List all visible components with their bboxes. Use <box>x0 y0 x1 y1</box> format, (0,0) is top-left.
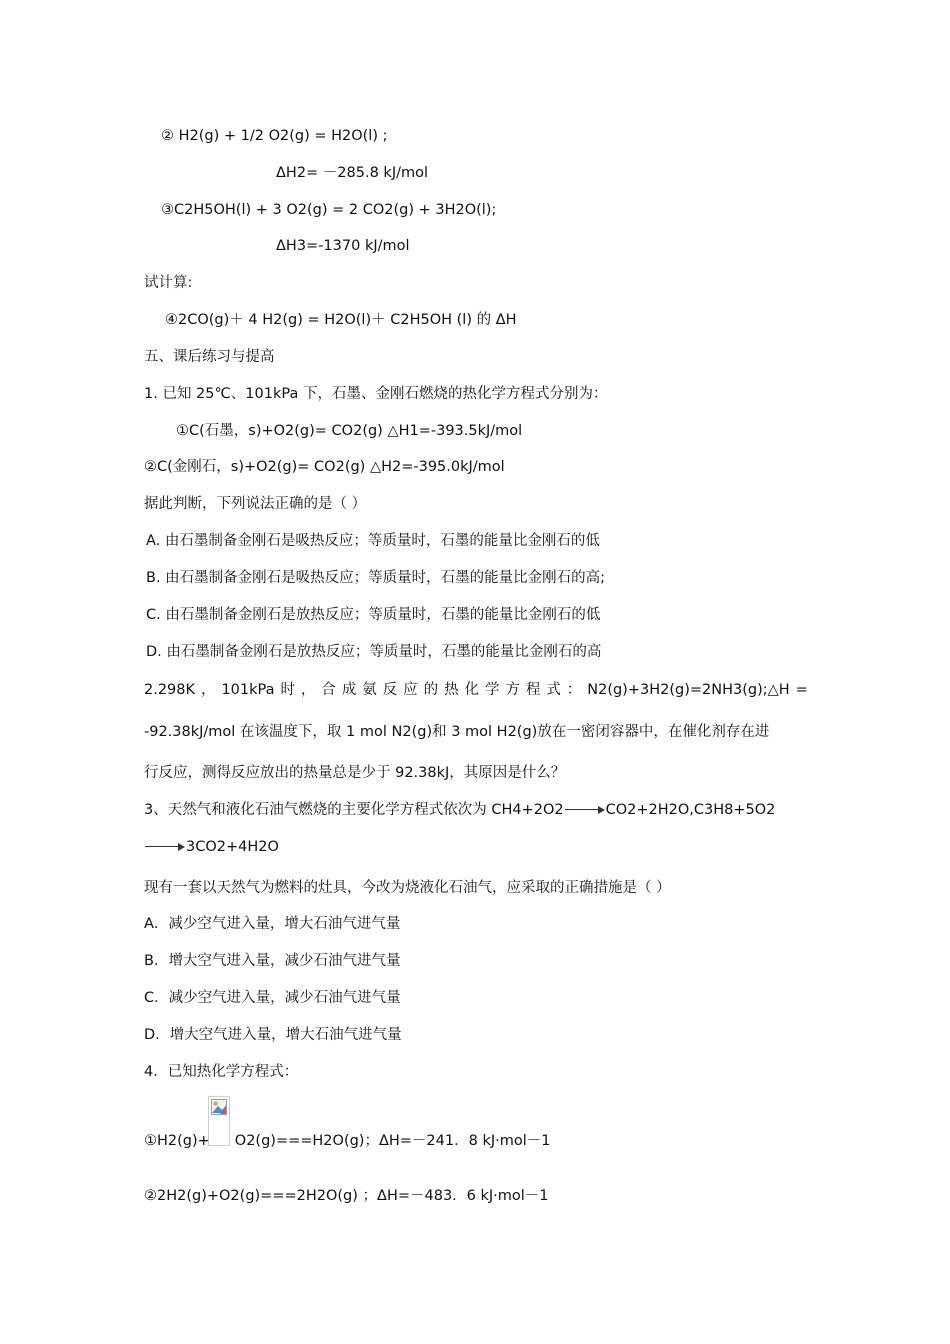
text-segment: 反 <box>382 682 398 698</box>
diamond-equation: ②C(金刚石，s)+O2(g)= CO2(g) △H2=-395.0kJ/mol <box>144 459 505 475</box>
text-segment: 成 <box>341 682 357 698</box>
text-segment: 101kPa <box>221 682 275 698</box>
text-segment: N2(g)+3H2(g)=2NH3(g);△H <box>587 682 790 698</box>
question-2-line-2: -92.38kJ/mol 在该温度下，取 1 mol N2(g)和 3 mol H2(g)放在一密闭容器中，在催化剂存在进 <box>144 724 770 740</box>
equation-h2-b: ②2H2(g)+O2(g)===2H2O(g) ；ΔH=－483．6 kJ·mol－1 <box>144 1188 549 1204</box>
delta-h2: ΔH2= －285.8 kJ/mol <box>276 165 429 181</box>
broken-image-icon <box>211 1099 227 1115</box>
text-segment: 化 <box>464 682 480 698</box>
text-segment: CO2+2H2O,C3H8+5O2 <box>605 802 776 818</box>
equation-3: ③C2H5OH(l) + 3 O2(g) = 2 CO2(g) + 3H2O(l); <box>161 202 497 218</box>
text-segment: 式 <box>546 682 561 698</box>
option-c-3: C．减少空气进入量，减少石油气进气量 <box>144 990 401 1006</box>
text-segment: O2(g)===H2O(g)；ΔH=－241．8 kJ·mol－1 <box>234 1133 551 1149</box>
option-d: D. 由石墨制备金刚石是放热反应；等质量时，石墨的能量比金刚石的高 <box>146 644 602 660</box>
option-a: A. 由石墨制备金刚石是吸热反应；等质量时，石墨的能量比金刚石的低 <box>146 533 600 549</box>
text-segment: 合 <box>321 682 336 698</box>
text-segment: ， <box>200 682 216 698</box>
equation-2: ② H2(g) + 1/2 O2(g) = H2O(l) ; <box>161 128 388 144</box>
option-a-3: A．减少空气进入量，增大石油气进气量 <box>144 916 401 932</box>
question-3-line-2 <box>144 837 279 857</box>
text-segment: 方 <box>505 682 520 698</box>
question-3-prompt: 现有一套以天然气为燃料的灶具，今改为烧液化石油气，应采取的正确措施是（ ） <box>144 880 671 896</box>
question-2-line-1 <box>144 680 808 700</box>
option-b-3: B．增大空气进入量，减少石油气进气量 <box>144 953 401 969</box>
equation-4: ④2CO(g)＋ 4 H2(g) = H2O(l)＋ C2H5OH (l) 的 ΔH <box>165 312 517 328</box>
option-b: B. 由石墨制备金刚石是吸热反应；等质量时，石墨的能量比金刚石的高; <box>146 570 606 586</box>
text-segment: 时 <box>280 682 295 698</box>
reaction-arrow-icon <box>145 842 185 852</box>
text-segment: ： <box>566 682 582 698</box>
text-segment: 2.298K <box>144 682 196 698</box>
text-segment: 的 <box>423 682 439 698</box>
text-segment: 3CO2+4H2O <box>186 839 279 855</box>
delta-h3: ΔH3=-1370 kJ/mol <box>276 238 410 254</box>
text-segment: ， <box>300 682 316 698</box>
text-segment: 热 <box>444 682 459 698</box>
reaction-arrow-icon <box>565 805 605 815</box>
text-segment: 应 <box>403 682 418 698</box>
graphite-equation: ①C(石墨，s)+O2(g)= CO2(g) △H1=-393.5kJ/mol <box>176 423 523 439</box>
question-4-stem: 4．已知热化学方程式： <box>144 1064 299 1080</box>
text-segment: = <box>795 682 808 698</box>
option-d-3: D．增大空气进入量，增大石油气进气量 <box>144 1027 402 1043</box>
option-c: C. 由石墨制备金刚石是放热反应；等质量时，石墨的能量比金刚石的低 <box>146 607 601 623</box>
text-segment: 氨 <box>362 682 377 698</box>
question-3-line-1 <box>144 800 775 820</box>
text-segment: 程 <box>525 682 541 698</box>
equation-h2-a <box>144 1131 550 1151</box>
question-1-stem: 1. 已知 25℃、101kPa 下，石墨、金刚石燃烧的热化学方程式分别为： <box>144 386 608 402</box>
section-heading: 五、课后练习与提高 <box>144 349 275 365</box>
question-1-prompt: 据此判断，下列说法正确的是（ ） <box>144 496 367 512</box>
try-calculate: 试计算: <box>144 275 193 291</box>
text-segment: 3、天然气和液化石油气燃烧的主要化学方程式依次为 CH4+2O2 <box>144 802 564 818</box>
question-2-line-3: 行反应，测得反应放出的热量总是少于 92.38kJ，其原因是什么？ <box>144 765 566 781</box>
text-segment: 学 <box>484 682 500 698</box>
text-segment: ①H2(g)+ <box>144 1133 210 1149</box>
